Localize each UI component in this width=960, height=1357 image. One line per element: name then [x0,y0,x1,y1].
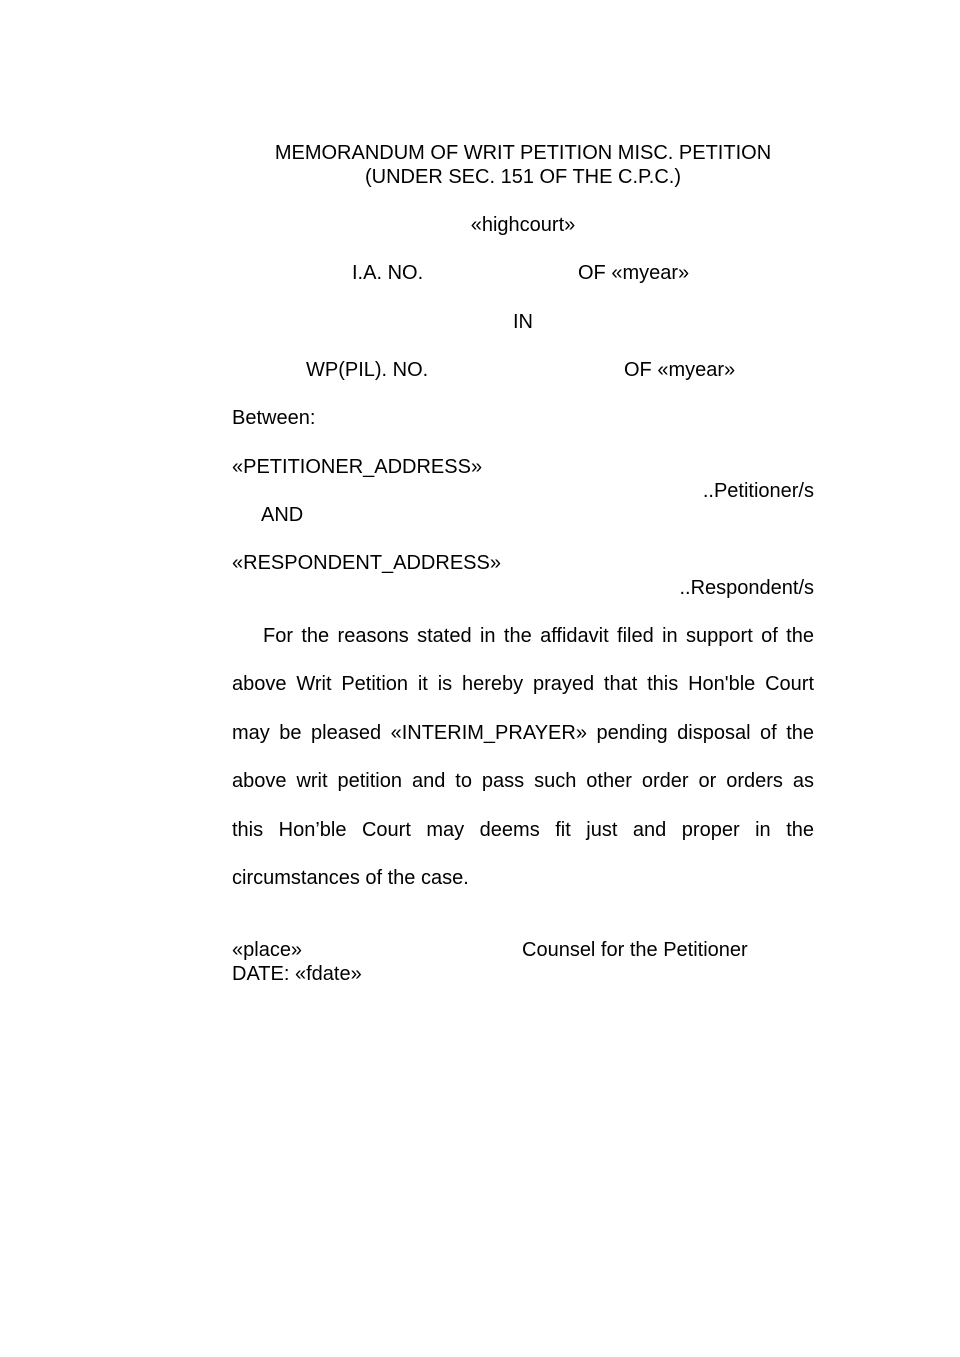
in-text: IN [513,311,533,333]
prayer-line: may be pleased «INTERIM_PRAYER» pending disposal of the [232,722,814,744]
place-placeholder: «place» [232,939,303,961]
prayer-line: For the reasons stated in the affidavit filed in support of the [263,625,814,647]
prayer-line: circumstances of the case. [232,867,469,889]
wp-year: OF «myear» [624,359,736,381]
respondent-role: ..Respondent/s [679,577,814,599]
prayer-line: this Hon’ble Court may deems fit just and proper in the [232,819,814,841]
court-placeholder: «highcourt» [470,214,576,236]
petitioner-role: ..Petitioner/s [702,480,814,502]
ia-year: OF «myear» [578,262,690,284]
prayer-line: above writ petition and to pass such other order or orders as [232,770,814,792]
petitioner-address: «PETITIONER_ADDRESS» [232,456,483,478]
heading-line-1: MEMORANDUM OF WRIT PETITION MISC. PETITION [274,142,772,164]
prayer-line: above Writ Petition it is hereby prayed that this Hon'ble Court [232,673,814,695]
between-label: Between: [232,407,316,429]
respondent-address: «RESPONDENT_ADDRESS» [232,552,501,574]
heading-line-2: (UNDER SEC. 151 OF THE C.P.C.) [365,166,681,188]
wp-number-label: WP(PIL). NO. [306,359,429,381]
ia-number-label: I.A. NO. [352,262,424,284]
and-text: AND [261,504,304,526]
date-line: DATE: «fdate» [232,963,362,985]
counsel-signature-label: Counsel for the Petitioner [522,939,748,961]
